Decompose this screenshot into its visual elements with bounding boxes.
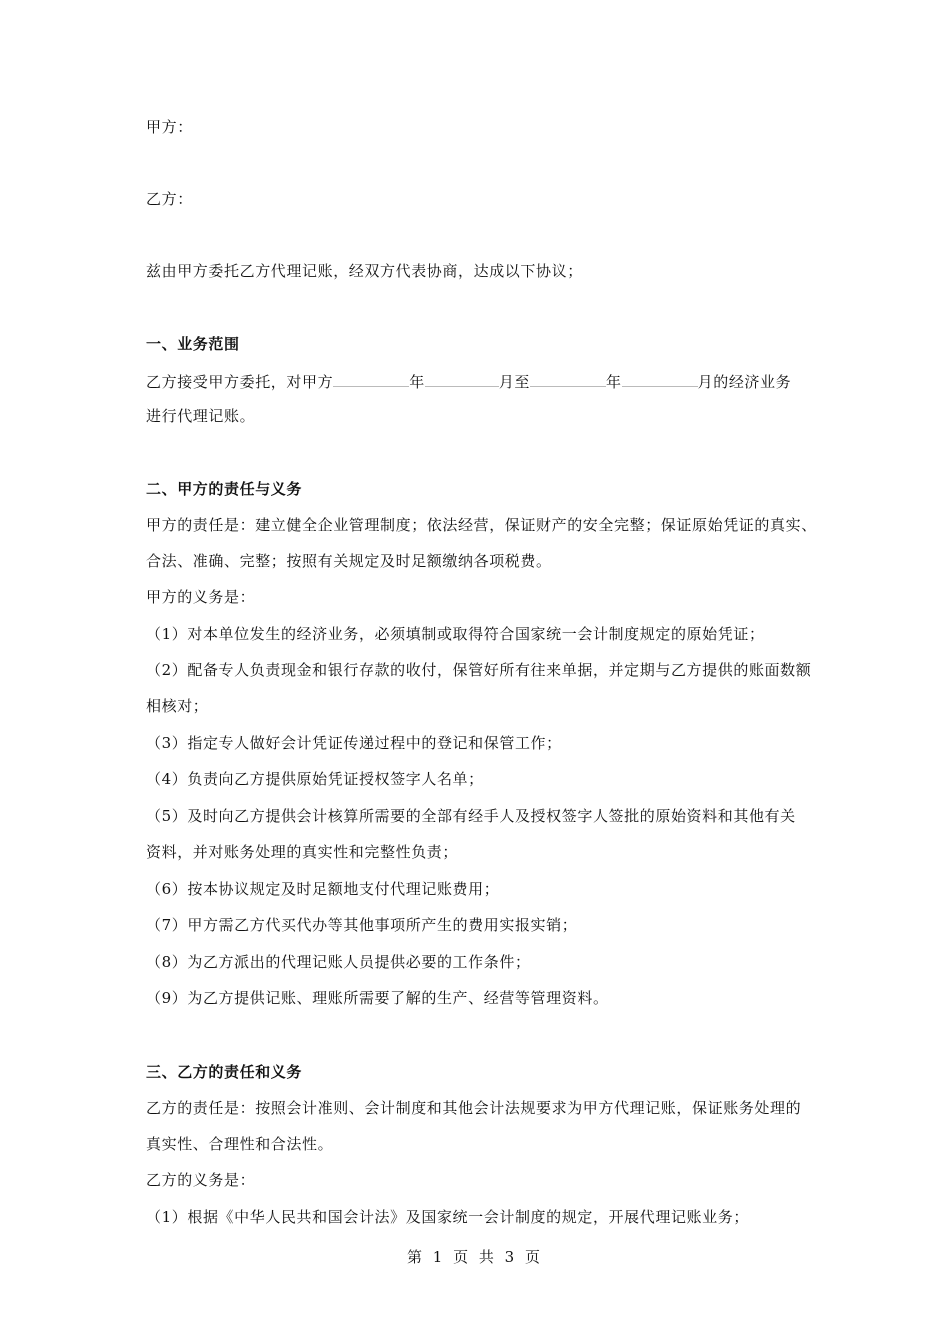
section1-text-part: 月至 <box>498 373 531 391</box>
section2-resp-line1: 甲方的责任是：建立健全企业管理制度；依法经营，保证财产的安全完整；保证原始凭证的真实、 <box>146 516 817 534</box>
section3-heading: 三、乙方的责任和义务 <box>146 1063 303 1081</box>
section2-item: （8）为乙方派出的代理记账人员提供必要的工作条件； <box>146 953 531 971</box>
section2-item: （2）配备专人负责现金和银行存款的收付，保管好所有往来单据，并定期与乙方提供的账面数额 <box>146 661 812 679</box>
date-blank[interactable] <box>530 370 606 387</box>
section2-item: 资料，并对账务处理的真实性和完整性负责； <box>146 843 459 861</box>
section3-duty-label: 乙方的义务是： <box>146 1171 256 1189</box>
page-footer: 第 1 页 共 3 页 <box>407 1248 543 1266</box>
section3-item: （1）根据《中华人民共和国会计法》及国家统一会计制度的规定，开展代理记账业务； <box>146 1208 749 1226</box>
section3-resp-line2: 真实性、合理性和合法性。 <box>146 1135 334 1153</box>
section1-text-part: 乙方接受甲方委托，对甲方 <box>146 373 334 391</box>
section1-text-part: 年 <box>409 373 425 391</box>
party-b-label: 乙方： <box>146 190 193 208</box>
section1-heading: 一、业务范围 <box>146 335 240 353</box>
section1-text-part: 年 <box>606 373 622 391</box>
section1-text-line2: 进行代理记账。 <box>146 407 256 425</box>
section2-item: （5）及时向乙方提供会计核算所需要的全部有经手人及授权签字人签批的原始资料和其他有关 <box>146 807 796 825</box>
section2-item: （3）指定专人做好会计凭证传递过程中的登记和保管工作； <box>146 734 562 752</box>
section1-text-part: 月的经济业务 <box>697 373 792 391</box>
section2-resp-line2: 合法、准确、完整；按照有关规定及时足额缴纳各项税费。 <box>146 552 552 570</box>
section1-text-line1 <box>146 370 791 392</box>
section2-item: （9）为乙方提供记账、理账所需要了解的生产、经营等管理资料。 <box>146 989 609 1007</box>
date-blank[interactable] <box>425 370 499 387</box>
section2-heading: 二、甲方的责任与义务 <box>146 480 303 498</box>
section2-duty-label: 甲方的义务是： <box>146 588 256 606</box>
date-blank[interactable] <box>333 370 409 387</box>
intro-text: 兹由甲方委托乙方代理记账，经双方代表协商，达成以下协议； <box>146 262 583 280</box>
date-blank[interactable] <box>622 370 698 387</box>
section2-item: （4）负责向乙方提供原始凭证授权签字人名单； <box>146 770 484 788</box>
section2-item: （7）甲方需乙方代买代办等其他事项所产生的费用实报实销； <box>146 916 578 934</box>
party-a-label: 甲方： <box>146 118 193 136</box>
section3-resp-line1: 乙方的责任是：按照会计准则、会计制度和其他会计法规要求为甲方代理记账，保证账务处理的 <box>146 1099 802 1117</box>
section2-item: （1）对本单位发生的经济业务，必须填制或取得符合国家统一会计制度规定的原始凭证； <box>146 625 765 643</box>
section2-item: （6）按本协议规定及时足额地支付代理记账费用； <box>146 880 500 898</box>
section2-item: 相核对； <box>146 697 209 715</box>
